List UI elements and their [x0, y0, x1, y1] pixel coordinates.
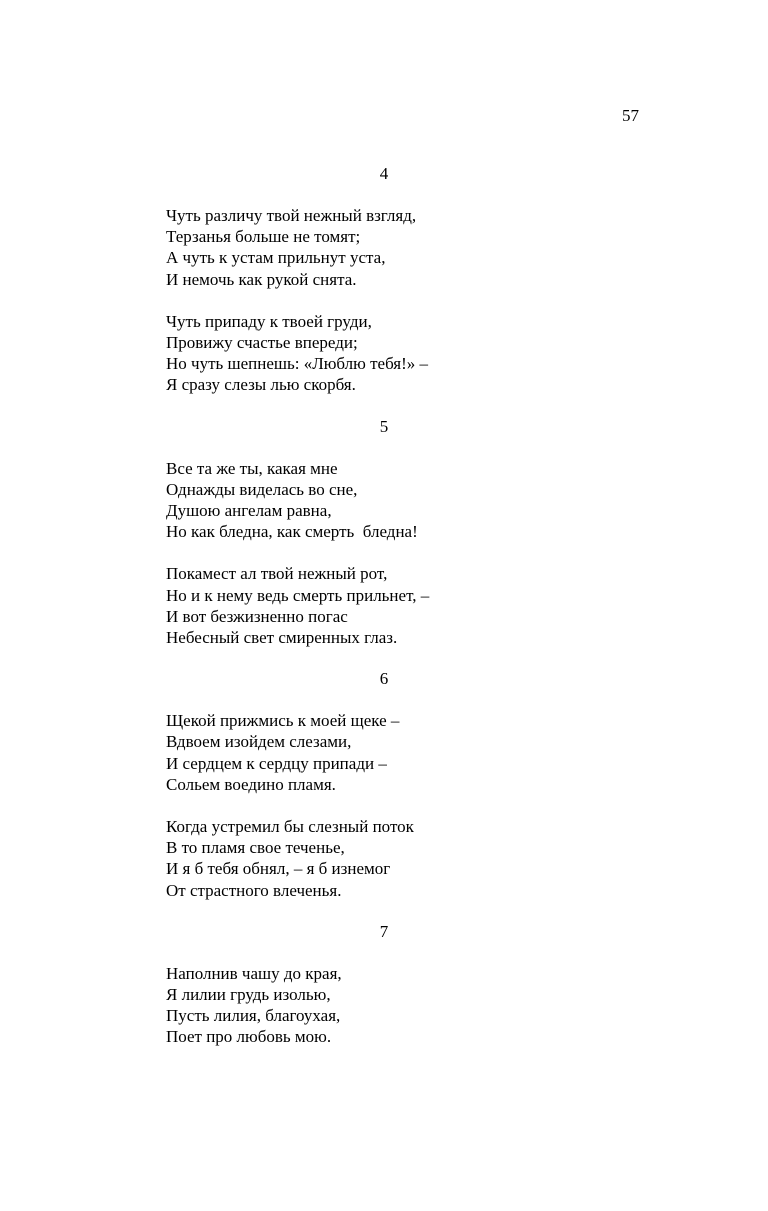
poem-line: Чуть припаду к твоей груди,: [166, 311, 372, 331]
poem-line: Вдвоем изойдем слезами,: [166, 732, 352, 752]
poem-line: Душою ангелам равна,: [166, 501, 332, 521]
poem-line: Но чуть шепнешь: «Люблю тебя!» –: [166, 354, 429, 374]
poem-line: Наполнив чашу до края,: [166, 963, 342, 983]
section-number: 5: [379, 416, 389, 436]
poem-line: Чуть различу твой нежный взгляд,: [166, 206, 417, 225]
stanza: [166, 816, 606, 901]
poem-line: Поет про любовь мою.: [166, 1027, 332, 1047]
poem-line: Щекой прижмись к моей щеке –: [166, 711, 400, 731]
poem-line: Но и к нему ведь смерть прильнет, –: [166, 585, 430, 605]
poem-line: Покамест ал твой нежный рот,: [166, 564, 388, 584]
poem-line: Терзанья больше не томят;: [166, 227, 361, 247]
stanza: [166, 205, 606, 290]
page-number: 57: [622, 106, 639, 125]
poem-line: А чуть к устам прильнут уста,: [166, 248, 386, 268]
poem-content: [166, 163, 606, 1048]
poem-line: Но как бледна, как смерть бледна!: [166, 522, 418, 542]
poem-line: Все та же ты, какая мне: [166, 458, 338, 478]
poem-line: Когда устремил бы слезный поток: [166, 817, 414, 837]
section-number: 6: [379, 669, 389, 689]
poem-line: Я лилии грудь изолью,: [166, 985, 331, 1005]
poem-line: Я сразу слезы лью скорбя.: [166, 375, 356, 395]
section-number: 7: [379, 921, 389, 941]
poem-line: И я б тебя обнял, – я б изнемог: [166, 859, 391, 879]
poem-line: И вот безжизненно погас: [166, 606, 348, 626]
poem-line: Пусть лилия, благоухая,: [166, 1006, 341, 1026]
section-number: 4: [379, 164, 389, 183]
poem-line: Однажды виделась во сне,: [166, 479, 358, 499]
poem-line: И немочь как рукой снята.: [166, 269, 357, 289]
stanza: [166, 563, 606, 648]
stanza: [166, 311, 606, 396]
poem-line: Провижу счастье впереди;: [166, 333, 358, 353]
poem-line: Небесный свет смиренных глаз.: [166, 628, 398, 648]
poem-line: В то пламя свое теченье,: [166, 838, 345, 858]
stanza: [166, 710, 606, 795]
poem-line: От страстного влеченья.: [166, 880, 342, 900]
poem-line: Сольем воедино пламя.: [166, 774, 336, 794]
stanza: [166, 458, 606, 543]
poem-line: И сердцем к сердцу припади –: [166, 753, 387, 773]
stanza: [166, 963, 606, 1048]
